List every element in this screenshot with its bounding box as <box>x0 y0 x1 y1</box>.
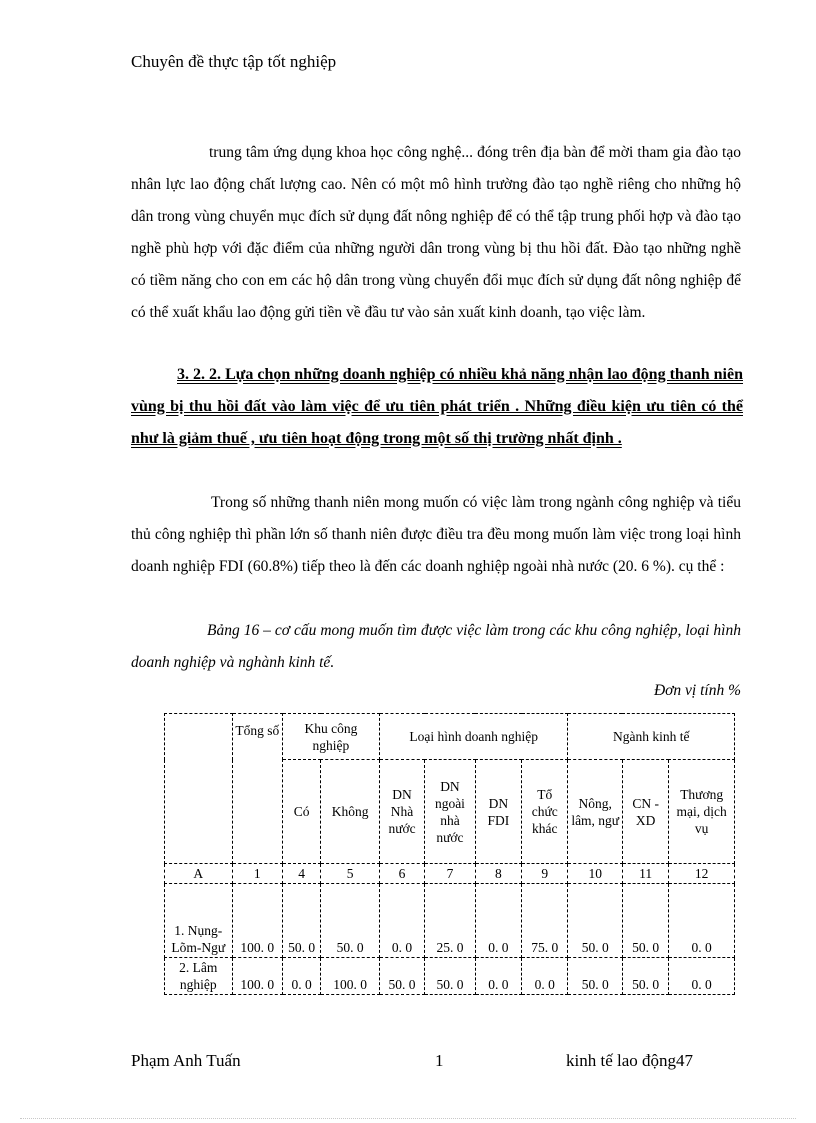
index-cell: 6 <box>379 864 424 884</box>
table-index-row <box>165 864 735 884</box>
page-bottom-divider <box>20 1118 796 1119</box>
data-cell: 50. 0 <box>622 884 668 958</box>
subheader-cell: Có <box>283 760 321 864</box>
subheader-cell: Tổ chức khác <box>522 760 568 864</box>
enterprise-type-header: Loại hình doanh nghiệp <box>379 714 568 760</box>
subheader-cell: DN ngoài nhà nước <box>425 760 475 864</box>
body-paragraph-1 <box>131 137 741 329</box>
data-cell: 50. 0 <box>568 884 622 958</box>
data-cell: 50. 0 <box>283 884 321 958</box>
footer-subject: kinh tế lao động47 <box>566 1051 694 1070</box>
index-cell: 10 <box>568 864 622 884</box>
data-cell: 25. 0 <box>425 884 475 958</box>
paragraph-2-text: Trong số những thanh niên mong muốn có việc làm trong ngành công nghiệp và tiểu thủ công nghiệp thì phần lớn số thanh niên được điều tra đều mong muốn làm việc trong loại hình doanh nghiệp FDI (60.8%) tiếp theo là đến các doanh nghiệp ngoài nhà nước (20. 6 %). cụ thể : <box>131 494 741 575</box>
data-cell: 0. 0 <box>283 958 321 995</box>
data-cell: 75. 0 <box>522 884 568 958</box>
row-label-header <box>165 714 233 864</box>
data-cell: 50. 0 <box>568 958 622 995</box>
index-cell: 5 <box>321 864 380 884</box>
unit-note: Đơn vị tính % <box>653 682 741 699</box>
table-caption-text: Bảng 16 – cơ cấu mong muốn tìm được việc làm trong các khu công nghiệp, loại hình doanh nghiệp và nghành kinh tế. <box>131 622 741 671</box>
footer-author: Phạm Anh Tuấn <box>131 1051 241 1070</box>
data-cell: 0. 0 <box>379 884 424 958</box>
index-cell: A <box>165 864 233 884</box>
subheader-cell: Thương mại, dịch vụ <box>669 760 735 864</box>
subheader-cell: Không <box>321 760 380 864</box>
data-cell: 0. 0 <box>669 958 735 995</box>
index-cell: 4 <box>283 864 321 884</box>
section-heading-text: 3. 2. 2. Lựa chọn những doanh nghiệp có nhiều khả năng nhận lao động thanh niên vùng bị thu hồi đất vào làm việc để ưu tiên phát triển . Những điều kiện ưu tiên có thể như là giảm thuế , ưu tiên hoạt động trong một số thị trường nhất định . <box>131 366 743 447</box>
table-header-row-1 <box>165 714 735 760</box>
subheader-cell: DN FDI <box>475 760 521 864</box>
data-cell: 50. 0 <box>321 884 380 958</box>
economic-sector-header: Ngành kinh tế <box>568 714 735 760</box>
row-label: 1. Nụng-Lõm-Ngư <box>165 884 233 958</box>
data-cell: 100. 0 <box>232 958 282 995</box>
paragraph-1-text: trung tâm ứng dụng khoa học công nghệ... đóng trên địa bàn để mời tham gia đào tạo nhân lực lao động chất lượng cao. Nên có một mô hình trường đào tạo nghề riêng cho những hộ dân trong vùng chuyển mục đích sử dụng đất nông nghiệp để có thể tập trung phối hợp và đào tạo nghề phù hợp với đặc điểm của những người dân trong vùng bị thu hồi đất. Đào tạo những nghề có tiềm năng cho con em các hộ dân trong vùng chuyển đổi mục đích sử dụng đất nông nghiệp để có thể xuất khẩu lao động gửi tiền về đầu tư vào sản xuất kinh doanh, tạo việc làm. <box>131 144 741 321</box>
data-cell: 100. 0 <box>321 958 380 995</box>
body-paragraph-2 <box>131 487 741 583</box>
index-cell: 8 <box>475 864 521 884</box>
industrial-zone-header: Khu công nghiệp <box>283 714 380 760</box>
data-cell: 50. 0 <box>622 958 668 995</box>
index-cell: 1 <box>232 864 282 884</box>
data-cell: 50. 0 <box>379 958 424 995</box>
data-cell: 50. 0 <box>425 958 475 995</box>
data-cell: 0. 0 <box>475 958 521 995</box>
table-caption <box>131 615 741 679</box>
document-header: Chuyên đề thực tập tốt nghiệp <box>131 52 337 71</box>
index-cell: 11 <box>622 864 668 884</box>
data-cell: 0. 0 <box>669 884 735 958</box>
data-cell: 100. 0 <box>232 884 282 958</box>
index-cell: 12 <box>669 864 735 884</box>
data-cell: 0. 0 <box>475 884 521 958</box>
data-table <box>164 713 735 995</box>
total-header: Tổng số <box>232 714 282 864</box>
data-cell: 0. 0 <box>522 958 568 995</box>
footer-page-number: 1 <box>435 1051 444 1070</box>
index-cell: 7 <box>425 864 475 884</box>
subheader-cell: Nông, lâm, ngư <box>568 760 622 864</box>
subheader-cell: DN Nhà nước <box>379 760 424 864</box>
section-heading <box>131 359 743 455</box>
table-row <box>165 958 735 995</box>
row-label: 2. Lâm nghiệp <box>165 958 233 995</box>
table-row <box>165 884 735 958</box>
index-cell: 9 <box>522 864 568 884</box>
subheader-cell: CN - XD <box>622 760 668 864</box>
